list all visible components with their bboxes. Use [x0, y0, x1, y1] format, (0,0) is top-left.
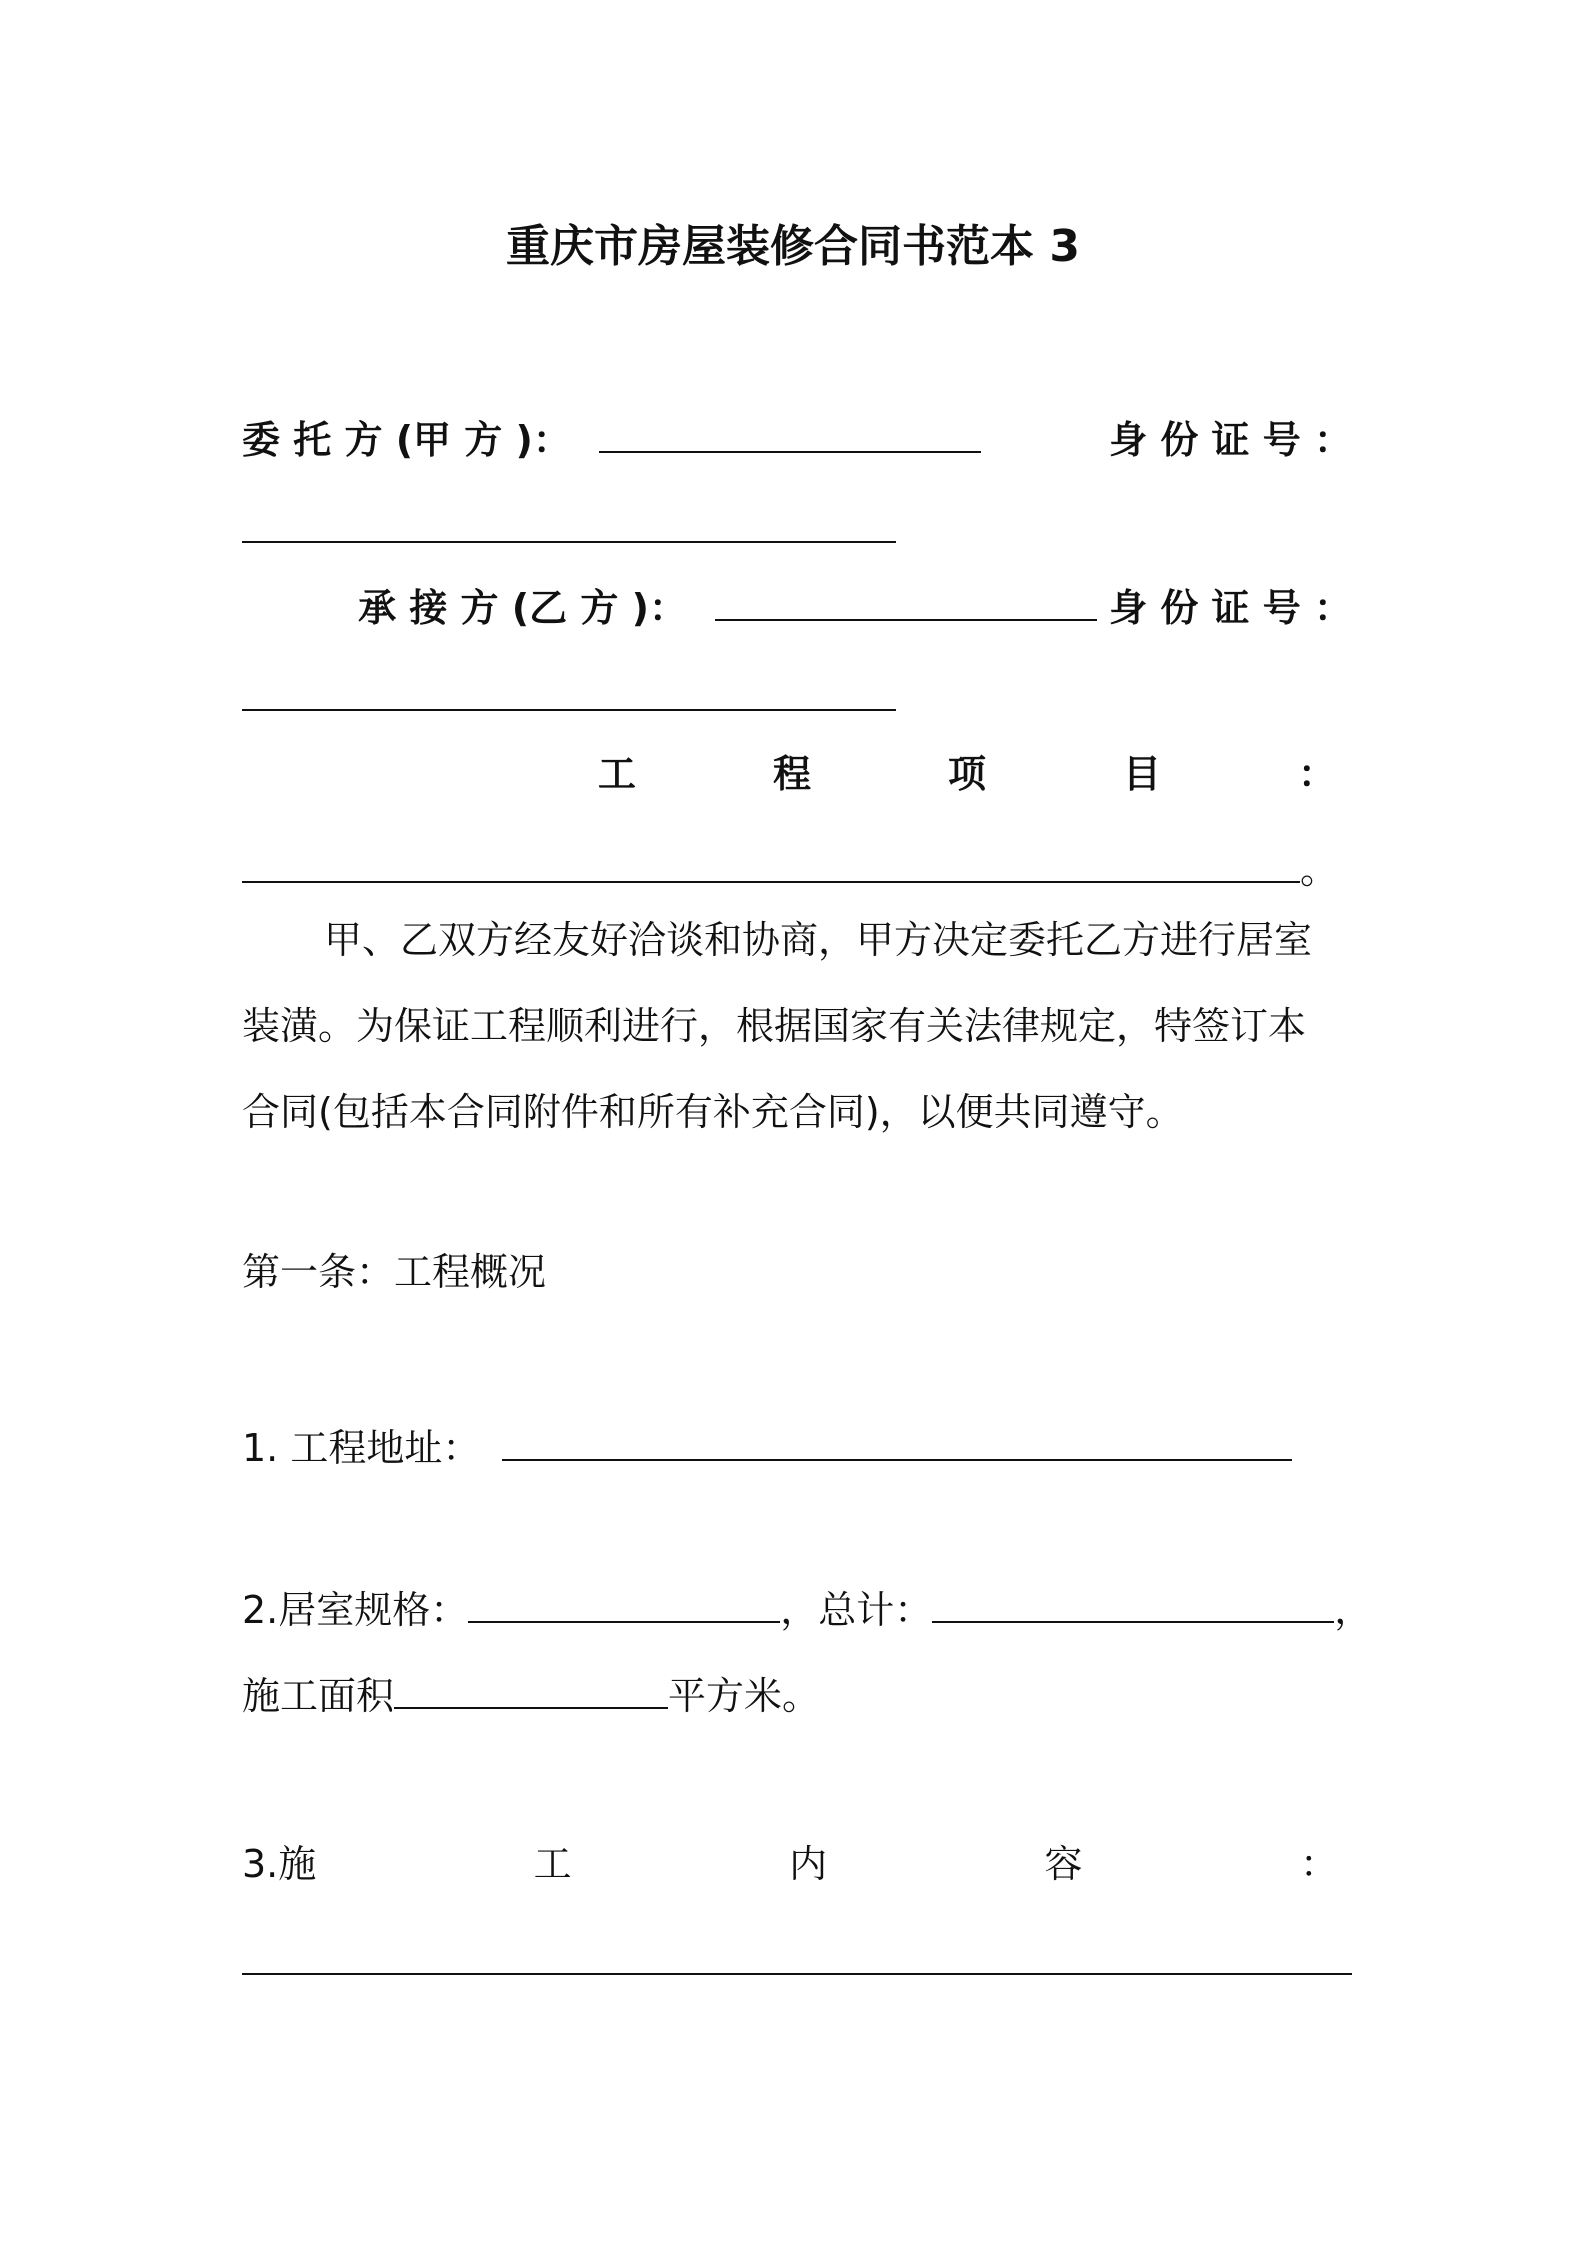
party-a-label: 委 托 方 (甲 方 )：: [242, 418, 571, 462]
item-2-spec-line: [242, 1580, 1373, 1640]
project-blank-line: [242, 840, 1352, 900]
project-colon: ：: [1297, 752, 1336, 796]
party-a-id-line: [242, 500, 1352, 560]
content-blank[interactable]: [242, 1933, 1352, 1975]
party-a-name-blank[interactable]: [599, 411, 981, 453]
party-b-id-line: [242, 668, 1352, 728]
content-char-2: 工: [533, 1842, 572, 1886]
total-label: ，总计：: [780, 1588, 933, 1632]
content-char-1: 3.施: [242, 1842, 317, 1886]
item-2-area-line: [242, 1666, 1352, 1726]
project-char-4: 目: [1122, 752, 1161, 796]
item-1-address-label: 1. 工程地址：: [242, 1426, 481, 1470]
article-1-heading: 第一条：工程概况: [242, 1250, 547, 1294]
project-char-3: 项: [947, 752, 986, 796]
preamble-line-3: 合同(包括本合同附件和所有补充合同)，以便共同遵守。: [242, 1090, 1184, 1134]
party-b-id-blank[interactable]: [242, 669, 896, 711]
area-label: 施工面积: [242, 1674, 395, 1718]
party-b-name-blank[interactable]: [715, 579, 1097, 621]
total-blank[interactable]: [932, 1581, 1334, 1623]
address-blank[interactable]: [502, 1419, 1292, 1461]
project-blank[interactable]: [242, 841, 1300, 883]
party-b-line: [242, 578, 1352, 638]
area-blank[interactable]: [394, 1667, 668, 1709]
spec-blank[interactable]: [468, 1581, 780, 1623]
content-colon: ：: [1299, 1842, 1338, 1886]
spec-end-comma: ，: [1334, 1588, 1373, 1632]
item-1-address-line: [242, 1418, 1352, 1478]
item-3-content-blank-line: [242, 1932, 1352, 1992]
preamble-line-2: 装潢。为保证工程顺利进行，根据国家有关法律规定，特签订本: [242, 1004, 1307, 1048]
area-unit: 平方米。: [668, 1674, 821, 1718]
project-label-line: [598, 744, 1336, 804]
content-char-3: 内: [789, 1842, 828, 1886]
project-char-1: 工: [598, 752, 637, 796]
document-title: 重庆市房屋装修合同书范本 3: [506, 221, 1080, 272]
party-a-line: [242, 410, 1352, 470]
party-a-id-label: 身 份 证 号 ：: [1109, 418, 1352, 462]
party-b-label: 承 接 方 (乙 方 )：: [358, 586, 687, 630]
spec-label: 2.居室规格：: [242, 1588, 469, 1632]
party-a-id-blank[interactable]: [242, 501, 896, 543]
project-char-2: 程: [772, 752, 811, 796]
project-end-mark: 。: [1300, 848, 1339, 892]
item-3-content-label-line: [242, 1834, 1338, 1894]
preamble-line-1: 甲、乙双方经友好洽谈和协商，甲方决定委托乙方进行居室: [324, 918, 1313, 962]
content-char-4: 容: [1044, 1842, 1083, 1886]
party-b-id-label: 身 份 证 号 ：: [1109, 586, 1352, 630]
